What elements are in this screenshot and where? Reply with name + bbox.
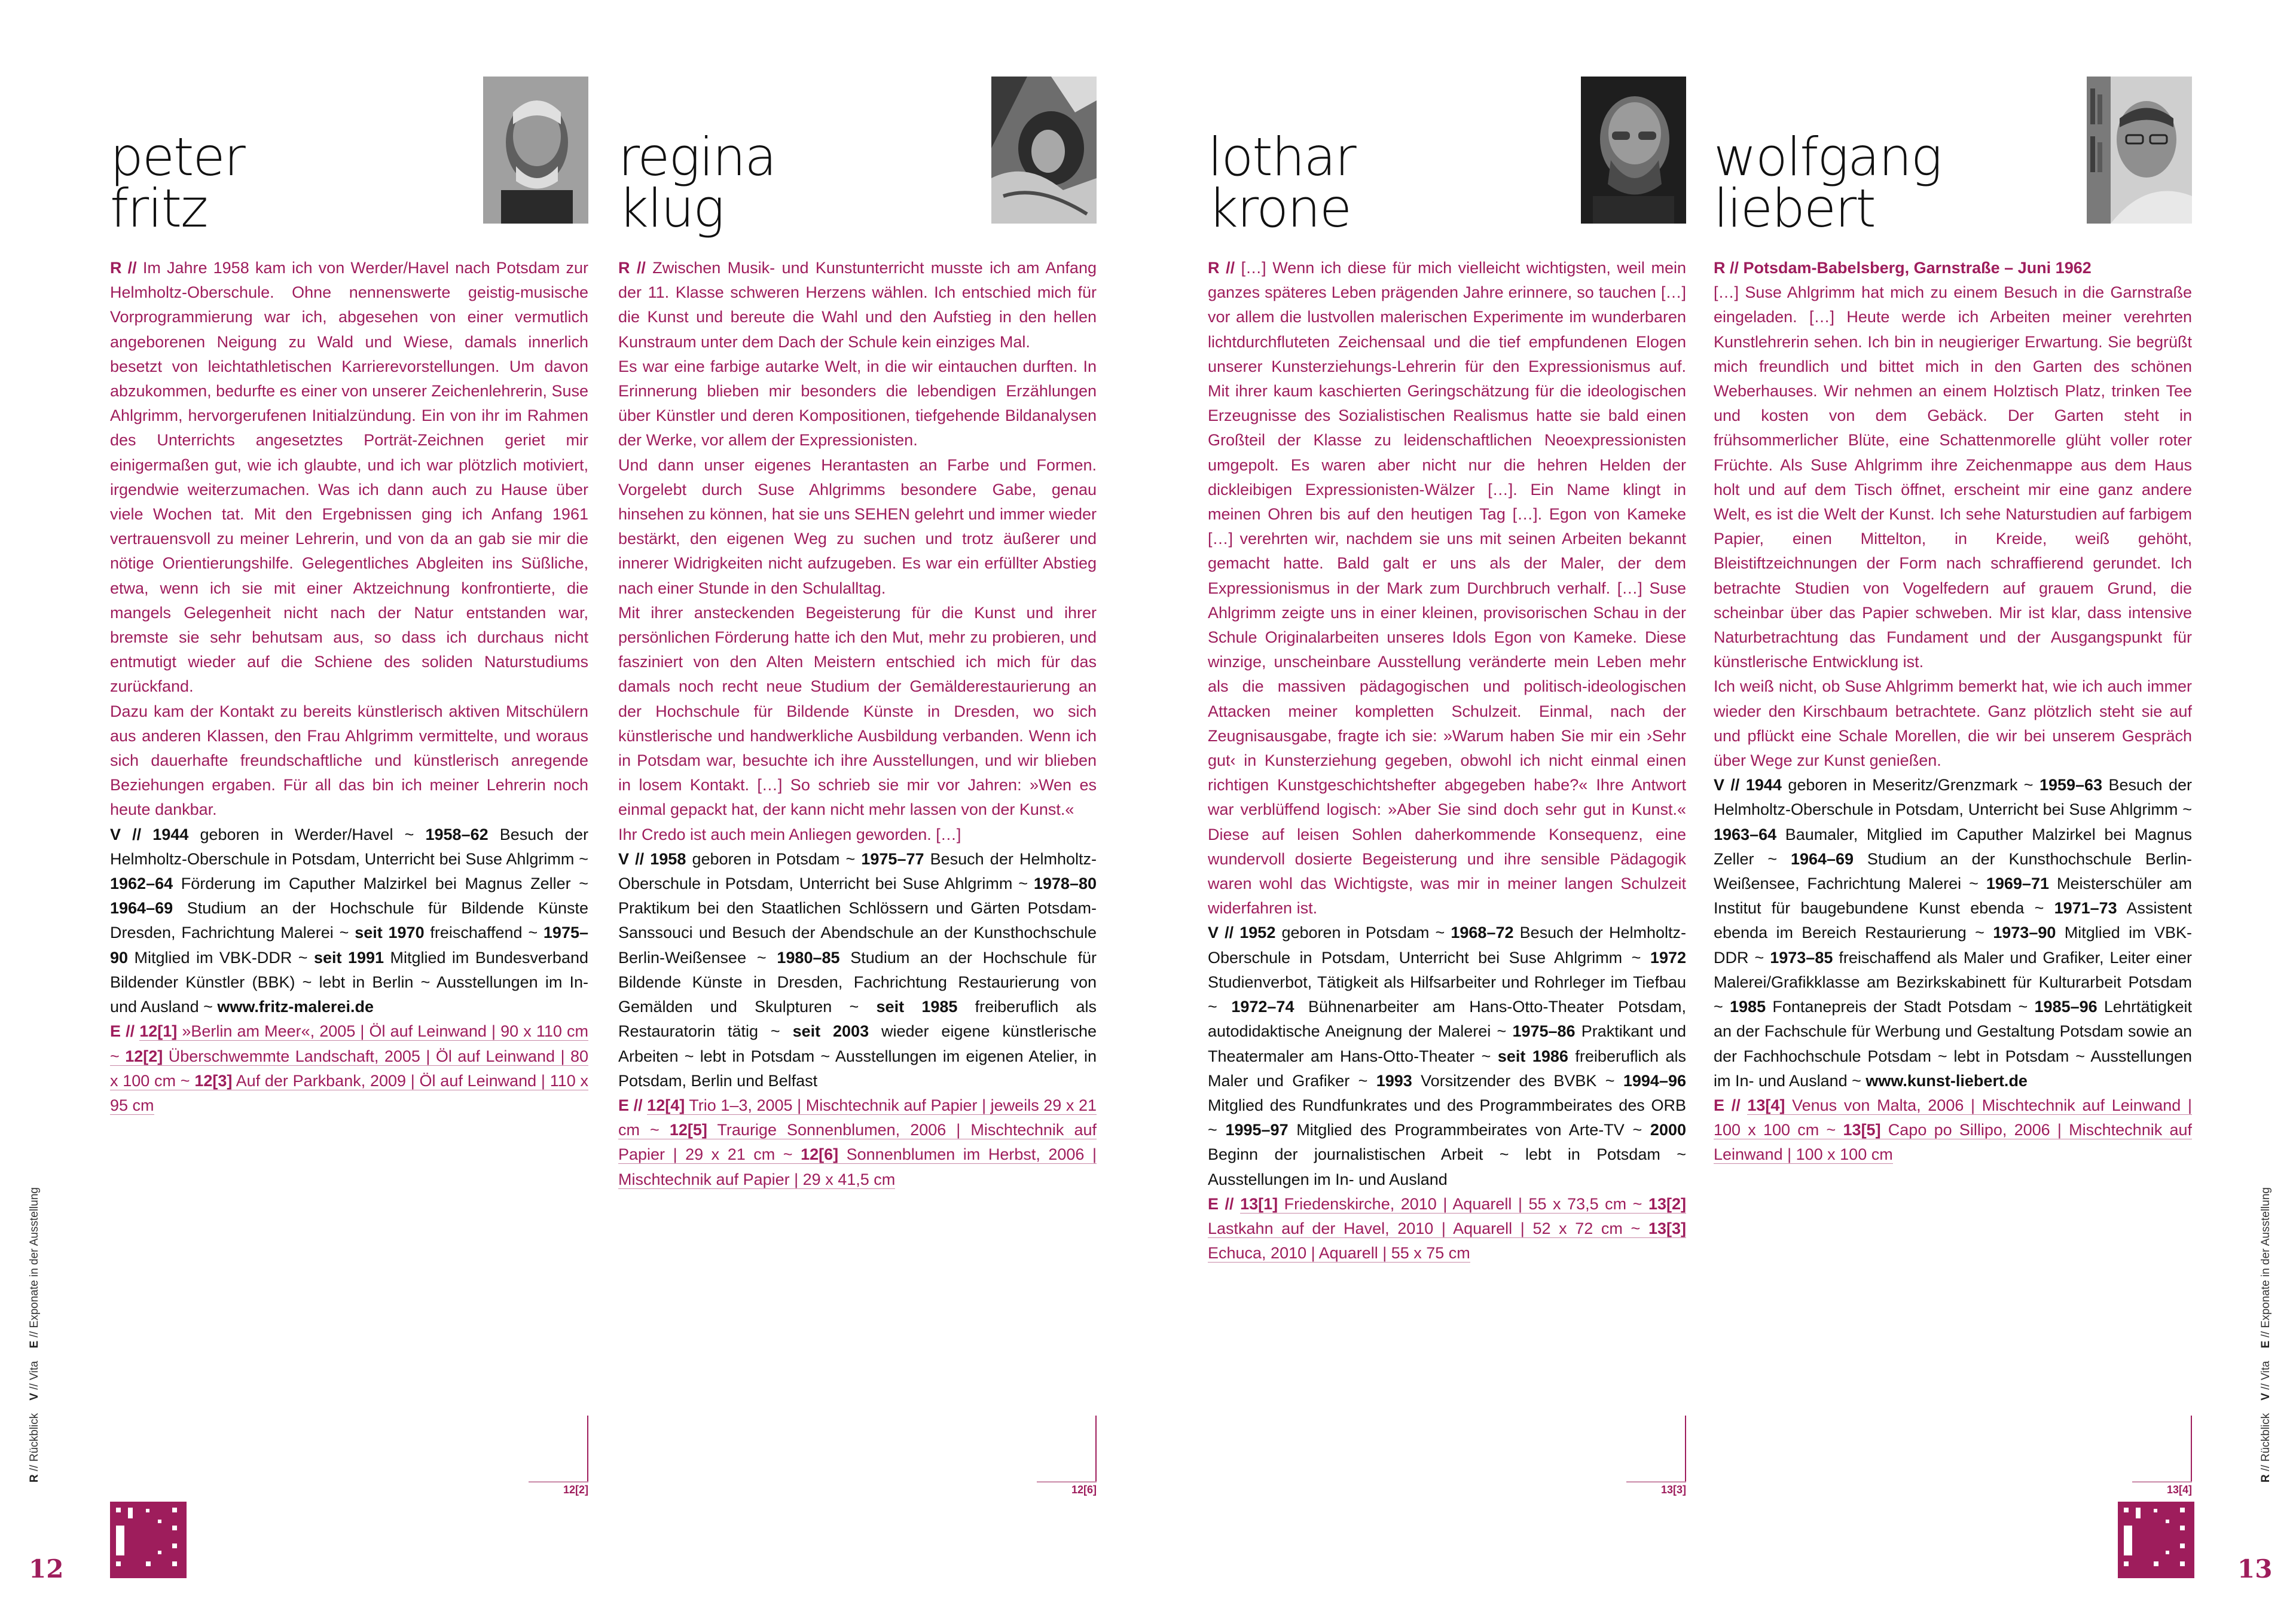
exhibits-text: E // 12[1] »Berlin am Meer«, 2005 | Öl auf Leinwand | 90 x 110 cm ~ 12[2] Überschwemmte Landschaft, 2005 | Öl auf Leinwand | 80 x 100 cm ~ 12[3] Auf der Parkbank, 2009 | Öl auf Leinwand | 110 x 95 cm (110, 1022, 588, 1114)
entry-text: Venus von Malta, 2006 | Mischtechnik auf Leinwand | 100 x 100 cm ~ (1714, 1096, 2192, 1139)
entry-text: freischaffend ~ (424, 924, 544, 942)
vita-text: V // 1952 geboren in Potsdam ~ 1968–72 Besuch der Helmholtz-Oberschule in Potsdam, Unterricht bei Suse Ahlgrimm ~ 1972 Studienverbot, Tätigkeit als Hilfsarbeiter und Rohrleger im Tiefbau ~ 1972–74 Bühnenarbeiter am Hans-Otto-Theater Potsdam, autodidaktische Aneignung der Malerei ~ 1975–86 Praktikant und Theatermaler am Hans-Otto-Theater ~ seit 1986 freiberuflich als Maler und Grafiker ~ 1993 Vorsitzender des BVBK ~ 1994–96 Mitglied des Rundfunkrates und des Programmbeirates des ORB ~ 1995–97 Mitglied des Programmbeirates von Arte-TV ~ 2000 Beginn der journalistischen Arbeit ~ lebt in Potsdam ~ Ausstellungen im In- und Ausland (1208, 924, 1686, 1188)
entry-text: Friedenskirche, 2010 | Aquarell | 55 x 73,5 cm ~ (1278, 1194, 1648, 1213)
entry-key: 1962–64 (110, 875, 173, 893)
entry-text: Assistent ebenda im Bereich Restaurierung ~ (1714, 899, 2192, 942)
entry-key: 1973–90 (1993, 924, 2056, 942)
vita-text: V // 1958 geboren in Potsdam ~ 1975–77 Besuch der Helmholtz-Oberschule in Potsdam, Unterricht bei Suse Ahlgrimm ~ 1978–80 Praktikum bei den Staatlichen Schlössern und Gärten Potsdam-Sanssouci und Besuch der Abendschule an der Kunsthochschule Berlin-Weißensee ~ 1980–85 Studium an der Hochschule für Bildende Künste in Dresden, Fachrichtung Restaurierung von Gemälden und Skulpturen ~ seit 1985 freiberuflich als Restauratorin tätig ~ seit 2003 wieder eigene künstlerische Arbeiten ~ lebt in Potsdam ~ Ausstellungen im eigenen Atelier, in Potsdam, Berlin und Belfast (618, 849, 1097, 1090)
recollection-text: Dazu kam der Kontakt zu bereits künstlerisch aktiven Mitschülern aus anderen Klassen, den Frau Ahlgrimm vermittelte, und woraus sich dauerhafte freundschaftliche und künstlerisch anregende Beziehungen ergaben. Für all das bin ich meiner Lehrerin noch heute dankbar. (110, 702, 588, 819)
entry-key: seit 1970 (355, 924, 425, 942)
artist-text: R // Zwischen Musik- und Kunstunterricht musste ich am Anfang der 11. Klasse schweren Herzens wählen. Ich entschied mich für die Kunst und bereute die Wahl und den Aufstieg in den hellen Kunstraum unter dem Dach der Schule kein einziges Mal. Es war eine farbige autarke Welt, in die wir eintauchen durften. In Erinnerung blieben mir besonders die lebendigen Erzählungen über Künstler und deren Kompositionen, tiefgehende Bildanalysen der Werke, vor allem der Expressionisten. Und dann unser eigenes Herantasten an Farbe und Formen. Vorgelebt durch Suse Ahlgrimms besondere Gabe, genau hinsehen zu können, hat sie uns SEHEN gelehrt und immer wieder bestärkt, den eigenen Weg zu suchen und trotz äußerer und innerer Widrigkeiten nicht aufzugeben. Es war ein erfüllter Abstieg nach einer Stunde in den Schulalltag. Mit ihrer ansteckenden Begeisterung für die Kunst und ihrer persönlichen Förderung hatte ich den Mut, mehr zu probieren, und fasziniert von den Alten Meistern entschied ich mich für das damals noch recht neue Studium der Gemälderestaurierung an der Hochschule für Bildende Künste in Dresden, wo sich künstlerische und handwerkliche Ausbildung verbanden. Wenn ich in Potsdam war, besuchte ich ihre Ausstellungen, und wir blieben in losem Kontakt. […] So schrieb sie mir vor Jahren: »Wen es einmal gepackt hat, der kann nicht mehr lassen von der Kunst.« Ihr Credo ist auch mein Anliegen geworden. […] V // 1958 geboren in Potsdam ~ 1975–77 Besuch der Helmholtz-Oberschule in Potsdam, Unterricht bei Suse Ahlgrimm ~ 1978–80 Praktikum bei den Staatlichen Schlössern und Gärten Potsdam-Sanssouci und Besuch der Abendschule an der Kunsthochschule Berlin-Weißensee ~ 1980–85 Studium an der Hochschule für Bildende Künste in Dresden, Fachrichtung Restaurierung von Gemälden und Skulpturen ~ seit 1985 freiberuflich als Restauratorin tätig ~ seit 2003 wieder eigene künstlerische Arbeiten ~ lebt in Potsdam ~ Ausstellungen im eigenen Atelier, in Potsdam, Berlin und Belfast E // 12[4] Trio 1–3, 2005 | Mischtechnik auf Papier | jeweils 29 x 21 cm ~ 12[5] Traurige Sonnenblumen, 2006 | Mischtechnik auf Papier | 29 x 21 cm ~ 12[6] Sonnenblumen im Herbst, 2006 | Mischtechnik auf Papier | 29 x 41,5 cm (618, 256, 1097, 1192)
image-reference: 13[4] (2132, 1416, 2192, 1490)
entry-key: 1994–96 (1623, 1071, 1686, 1090)
recollection-text: […] Suse Ahlgrimm hat mich zu einem Besuch in die Garnstraße eingeladen. […] Heute werde ich Arbeiten meiner verehrten Kunstlehrerin sehen. Ich bin in neugieriger Erwartung. Sie begrüßt mich freundlich und bittet mich in den Garten des schönen Weberhauses. Wir nehmen an einem Holztisch Platz, trinken Tee und kosten von dem Gebäck. Der Garten steht in frühsommerlicher Blüte, eine Schattenmorelle glüht voller roter Früchte. Als Suse Ahlgrimm ihre Zeichenmappe aus dem Haus holt und auf dem Tisch öffnet, erscheint mir eine ganz andere Welt, es ist die Welt der Kunst. Ich sehe Naturstudien auf farbigem Papier, einen Mittelton, in Kreide, weiß gehöht, Bleistiftzeichnungen der Form nach schraffierend gerundet. Ich betrachte Studien von Vogelfedern auf grauem Grund, die scheinbar über das Papier schweben. Mir ist klar, dass intensive Naturbetrachtung das Fundament und der Ausgangspunkt für künstlerische Entwicklung ist. (1714, 283, 2192, 671)
entry-key: 1975–86 (1512, 1022, 1576, 1041)
entry-key: 13[3] (1648, 1219, 1686, 1237)
page-number-left: 12 (29, 1554, 64, 1584)
section-legend-left: R // Rückblick V // Vita E // Exponate in der Ausstellung (28, 1187, 41, 1483)
artist-column-liebert (1714, 77, 2192, 1164)
entry-text: Auf der Parkbank, 2009 | Öl auf Leinwand | 110 x 95 cm (110, 1071, 588, 1114)
entry-text: geboren in Werder/Havel ~ (188, 825, 426, 843)
exhibits-text: E // 13[4] Venus von Malta, 2006 | Mischtechnik auf Leinwand | 100 x 100 cm ~ 13[5] Capo po Sillipo, 2006 | Mischtechnik auf Leinwand | 100 x 100 cm (1714, 1096, 2192, 1164)
entry-text: Lastkahn auf der Havel, 2010 | Aquarell | 52 x 72 cm ~ (1208, 1219, 1648, 1237)
entry-text: wieder eigene künstlerische Arbeiten ~ lebt in Potsdam ~ Ausstellungen im eigenen Atelier, in Potsdam, Berlin und Belfast (618, 1022, 1097, 1090)
entry-text: Besuch der Helmholtz-Oberschule in Potsdam, Unterricht bei Suse Ahlgrimm ~ (1208, 924, 1686, 967)
entry-text: Capo po Sillipo, 2006 | Mischtechnik auf Leinwand | 100 x 100 cm (1714, 1121, 2192, 1164)
entry-key: 1944 (1745, 776, 1782, 794)
entry-key: 1978–80 (1033, 875, 1097, 893)
exhibits-text: E // 12[4] Trio 1–3, 2005 | Mischtechnik auf Papier | jeweils 29 x 21 cm ~ 12[5] Traurige Sonnenblumen, 2006 | Mischtechnik auf Papier | 29 x 21 cm ~ 12[6] Sonnenblumen im Herbst, 2006 | Mischtechnik auf Papier | 29 x 41,5 cm (618, 1096, 1097, 1188)
artist-name: wolfgang liebert (1714, 126, 1941, 239)
entry-key: 13[5] (1843, 1121, 1881, 1139)
entry-text: Baumaler, Mitglied im Caputher Malzirkel bei Magnus Zeller ~ (1714, 825, 2192, 868)
image-reference: 12[6] (1037, 1416, 1097, 1490)
exhibition-logo (110, 1502, 187, 1578)
entry-text: Überschwemmte Landschaft, 2005 | Öl auf Leinwand | 80 x 100 cm ~ (110, 1047, 588, 1090)
artist-portrait (2087, 77, 2192, 224)
entry-text: Trio 1–3, 2005 | Mischtechnik auf Papier | jeweils 29 x 21 cm ~ (618, 1096, 1097, 1139)
entry-text: Mitglied im VBK-DDR ~ (1714, 924, 2192, 967)
entry-text: Förderung im Caputher Malzirkel bei Magnus Zeller ~ (173, 875, 588, 893)
entry-key: 1963–64 (1714, 825, 1777, 843)
entry-key: 2000 (1650, 1121, 1686, 1139)
entry-text: Mitglied des Programmbeirates von Arte-TV ~ (1288, 1121, 1650, 1139)
entry-text: Studium an der Hochschule für Bildende Künste Dresden, Fachrichtung Malerei ~ (110, 899, 588, 942)
entry-key: 1969–71 (1986, 875, 2049, 893)
artist-column-krone (1208, 77, 1686, 1263)
entry-key: 1972 (1650, 948, 1686, 967)
entry-text: Echuca, 2010 | Aquarell | 55 x 75 cm (1208, 1244, 1470, 1263)
entry-key: 1972–74 (1231, 998, 1294, 1016)
artist-portrait (1581, 77, 1686, 224)
image-reference: 12[2] (529, 1416, 588, 1490)
recollection-heading: Potsdam-Babelsberg, Garnstraße – Juni 1962 (1743, 259, 2092, 277)
recollection-text: Und dann unser eigenes Herantasten an Farbe und Formen. Vorgelebt durch Suse Ahlgrimms besondere Gabe, genau hinsehen zu können, hat sie uns SEHEN gelehrt und immer wieder bestärkt, den eigenen Weg zu suchen und trotz äußerer und innerer Widrigkeiten nicht aufzugeben. Es war ein erfüllter Abstieg nach einer Stunde in den Schulalltag. (618, 456, 1097, 597)
entry-key: 1973–85 (1770, 948, 1833, 967)
entry-text: Fontanepreis der Stadt Potsdam ~ (1766, 998, 2035, 1016)
entry-text: Studium an der Kunsthochschule Berlin-Weißensee, Fachrichtung Malerei ~ (1714, 849, 2192, 893)
entry-text: Besuch der Helmholtz-Oberschule in Potsdam, Unterricht bei Suse Ahlgrimm ~ (618, 849, 1097, 893)
recollection-text: Es war eine farbige autarke Welt, in die wir eintauchen durften. In Erinnerung blieben mir besonders die lebendigen Erzählungen über Künstler und deren Kompositionen, tiefgehende Bildanalysen der Werke, vor allem der Expressionisten. (618, 357, 1097, 450)
artist-portrait (483, 77, 588, 224)
entry-text: Studium an der Hochschule für Bildende Künste in Dresden, Fachrichtung Restaurierung von Gemälden und Skulpturen ~ (618, 948, 1097, 1016)
image-reference: 13[3] (1626, 1416, 1686, 1490)
entry-key: 1985 (1730, 998, 1766, 1016)
entry-key: 1944 (152, 825, 189, 843)
recollection-text: Zwischen Musik- und Kunstunterricht musste ich am Anfang der 11. Klasse schweren Herzens wählen. Ich entschied mich für die Kunst und bereute die Wahl und den Aufstieg in den hellen Kunstraum unter dem Dach der Schule kein einziges Mal. (618, 259, 1097, 351)
entry-text: freiberuflich als Maler und Grafiker ~ (1208, 1047, 1686, 1090)
entry-text: Mitglied im VBK-DDR ~ (128, 948, 314, 967)
entry-key: 1964–69 (1790, 849, 1854, 868)
entry-text: geboren in Potsdam ~ (1275, 924, 1451, 942)
vita-text: V // 1944 geboren in Meseritz/Grenzmark ~ 1959–63 Besuch der Helmholtz-Oberschule in Potsdam, Unterricht bei Suse Ahlgrimm ~ 1963–64 Baumaler, Mitglied im Caputher Malzirkel bei Magnus Zeller ~ 1964–69 Studium an der Kunsthochschule Berlin-Weißensee, Fachrichtung Malerei ~ 1969–71 Meisterschüler am Institut für baugebundene Kunst ebenda ~ 1971–73 Assistent ebenda im Bereich Restaurierung ~ 1973–90 Mitglied im VBK-DDR ~ 1973–85 freischaffend als Maler und Grafiker, Leiter einer Malerei/Grafikklasse am Bezirkskabinett für Kulturarbeit Potsdam ~ 1985 Fontanepreis der Stadt Potsdam ~ 1985–96 Lehrtätigkeit an der Fachschule für Werbung und Gestaltung Potsdam sowie an der Fachhochschule Potsdam ~ lebt in Potsdam ~ Ausstellungen im In- und Ausland ~ www.kunst-liebert.de (1714, 776, 2192, 1090)
recollection-text: Mit ihrer ansteckenden Begeisterung für die Kunst und ihrer persönlichen Förderung hatte ich den Mut, mehr zu probieren, und fasziniert von den Alten Meistern entschied ich mich für das damals noch recht neue Studium der Gemälderestaurierung an der Hochschule für Bildende Künste in Dresden, wo sich künstlerische und handwerkliche Ausbildung verbanden. Wenn ich in Potsdam war, besuchte ich ihre Ausstellungen, und wir blieben in losem Kontakt. […] So schrieb sie mir vor Jahren: »Wen es einmal gepackt hat, der kann nicht mehr lassen von der Kunst.« (618, 603, 1097, 819)
entry-key: 1985–96 (2034, 998, 2097, 1016)
entry-key: 1959–63 (2039, 776, 2103, 794)
entry-key: 13[2] (1648, 1194, 1686, 1213)
artist-column-klug (618, 77, 1097, 1188)
entry-text: Mitglied im Bundesverband Bildender Künstler (BBK) ~ lebt in Berlin ~ Ausstellungen im In- und Ausland ~ (110, 948, 588, 1016)
entry-key: www.fritz-malerei.de (217, 998, 374, 1016)
entry-key: 1980–85 (777, 948, 840, 967)
entry-key: 1975–77 (861, 849, 924, 868)
entry-key: 1993 (1376, 1071, 1412, 1090)
entry-key: seit 1985 (876, 998, 958, 1016)
exhibits-text: E // 13[1] Friedenskirche, 2010 | Aquarell | 55 x 73,5 cm ~ 13[2] Lastkahn auf der Havel, 2010 | Aquarell | 52 x 72 cm ~ 13[3] Echuca, 2010 | Aquarell | 55 x 75 cm (1208, 1194, 1686, 1263)
artist-name: peter fritz (110, 126, 245, 239)
entry-text: »Berlin am Meer«, 2005 | Öl auf Leinwand | 90 x 110 cm ~ (110, 1022, 588, 1065)
recollection-text: Im Jahre 1958 kam ich von Werder/Havel nach Potsdam zur Helmholtz-Oberschule. Ohne nennenswerte geistig-musische Vorprogrammierung war ich, abgesehen von einer vermutlich angeborenen Neigung zu Wald und Wiese, damals innerlich besetzt von leichtathletischen Karrierevorstellungen. Um davon abzukommen, bedurfte es einer von unserer Zeichenlehrerin, Suse Ahlgrimm, hervorgerufenen Initialzündung. Ein von ihr im Rahmen des Unterrichts angesetztes Porträt-Zeichnen geriet mir einigermaßen gut, wie ich glaubte, und ich war plötzlich motiviert, irgendwie weiterzumachen. Was ich dann auch zu Hause über viele Wochen tat. Mit den Ergebnissen ging ich Anfang 1961 vertrauensvoll zu meiner Lehrerin, und von da an gab sie mir die nötige Orientierungshilfe. Gelegentliches Abgleiten ins Süßliche, etwa, wenn ich sie mit einer Aktzeichnung konfrontierte, die mangels Gelegenheit nicht nach der Natur entstanden war, bremste sie sehr behutsam aus, so dass ich durchaus nicht entmutigt wieder auf die Schiene des soliden Naturstudiums zurückfand. (110, 259, 588, 696)
entry-key: 1952 (1239, 924, 1276, 942)
entry-text: Beginn der journalistischen Arbeit ~ lebt in Potsdam ~ Ausstellungen im In- und Ausland (1208, 1145, 1686, 1188)
entry-key: 1958–62 (425, 825, 488, 843)
artist-name: regina klug (618, 126, 776, 239)
entry-key: 1971–73 (2054, 899, 2117, 918)
entry-key: 1975–90 (110, 924, 588, 967)
entry-key: seit 1986 (1497, 1047, 1568, 1065)
entry-text: Meisterschüler am Institut für baugebundene Kunst ebenda ~ (1714, 875, 2192, 918)
artist-text: R // Im Jahre 1958 kam ich von Werder/Havel nach Potsdam zur Helmholtz-Oberschule. Ohne nennenswerte geistig-musische Vorprogrammierung war ich, abgesehen von einer vermutlich angeborenen Neigung zu Wald und Wiese, damals innerlich besetzt von leichtathletischen Karrierevorstellungen. Um davon abzukommen, bedurfte es einer von unserer Zeichenlehrerin, Suse Ahlgrimm, hervorgerufenen Initialzündung. Ein von ihr im Rahmen des Unterrichts angesetztes Porträt-Zeichnen geriet mir einigermaßen gut, wie ich glaubte, und ich war plötzlich motiviert, irgendwie weiterzumachen. Was ich dann auch zu Hause über viele Wochen tat. Mit den Ergebnissen ging ich Anfang 1961 vertrauensvoll zu meiner Lehrerin, und von da an gab sie mir die nötige Orientierungshilfe. Gelegentliches Abgleiten ins Süßliche, etwa, wenn ich sie mit einer Aktzeichnung konfrontierte, die mangels Gelegenheit nicht nach der Natur entstanden war, bremste sie sehr behutsam aus, so dass ich durchaus nicht entmutigt wieder auf die Schiene des soliden Naturstudiums zurückfand. Dazu kam der Kontakt zu bereits künstlerisch aktiven Mitschülern aus anderen Klassen, den Frau Ahlgrimm vermittelte, und woraus sich dauerhafte freundschaftliche und künstlerisch anregende Beziehungen ergaben. Für all das bin ich meiner Lehrerin noch heute dankbar. V // 1944 geboren in Werder/Havel ~ 1958–62 Besuch der Helmholtz-Oberschule in Potsdam, Unterricht bei Suse Ahlgrimm ~ 1962–64 Förderung im Caputher Malzirkel bei Magnus Zeller ~ 1964–69 Studium an der Hochschule für Bildende Künste Dresden, Fachrichtung Malerei ~ seit 1970 freischaffend ~ 1975–90 Mitglied im VBK-DDR ~ seit 1991 Mitglied im Bundesverband Bildender Künstler (BBK) ~ lebt in Berlin ~ Ausstellungen im In- und Ausland ~ www.fritz-malerei.de E // 12[1] »Berlin am Meer«, 2005 | Öl auf Leinwand | 90 x 110 cm ~ 12[2] Überschwemmte Landschaft, 2005 | Öl auf Leinwand | 80 x 100 cm ~ 12[3] Auf der Parkbank, 2009 | Öl auf Leinwand | 110 x 95 cm (110, 256, 588, 1118)
entry-key: 1958 (650, 849, 686, 868)
entry-text: Mitglied des Rundfunkrates und des Programmbeirates des ORB ~ (1208, 1096, 1686, 1139)
artist-name: lothar krone (1208, 126, 1355, 239)
entry-key: 12[2] (125, 1047, 163, 1065)
entry-text: Besuch der Helmholtz-Oberschule in Potsdam, Unterricht bei Suse Ahlgrimm ~ (1714, 776, 2192, 819)
entry-key: seit 1991 (314, 948, 384, 967)
entry-key: 13[1] (1240, 1194, 1278, 1213)
entry-text: Studienverbot, Tätigkeit als Hilfsarbeiter und Rohrleger im Tiefbau ~ (1208, 973, 1686, 1016)
entry-text: Sonnenblumen im Herbst, 2006 | Mischtechnik auf Papier | 29 x 41,5 cm (618, 1145, 1097, 1188)
entry-key: www.kunst-liebert.de (1866, 1071, 2028, 1090)
entry-text: freiberuflich als Restauratorin tätig ~ (618, 998, 1097, 1041)
entry-text: Praktikant und Theatermaler am Hans-Otto-Theater ~ (1208, 1022, 1686, 1065)
artist-text: R // […] Wenn ich diese für mich vielleicht wichtigsten, weil mein ganzes späteres Leben prägenden Jahre erinnere, so tauchen […] vor allem die lustvollen malerischen Experimente im wunderbaren lichtdurchfluteten Zeichensaal und die tief empfundenen Elogen unserer Kunsterziehungs-Lehrerin für den Expressionismus auf. Mit ihrer kaum kaschierten Geringschätzung für die ideologischen Erzeugnisse des Sozialistischen Realismus hatte sie bald einen Großteil der Klasse zu leidenschaftlichen Neoexpressionisten umgepolt. Es waren aber nicht nur die hehren Helden der dickleibigen Expressionisten-Wälzer […]. Ein Name klingt in meinen Ohren bis auf den heutigen Tag […]. Egon von Kameke […] verehrten wir, nachdem sie uns mit seinen Arbeiten bekannt gemacht hatte. Bald galt er uns als der Maler, der dem Expressionismus in der Mark zum Durchbruch verhalf. […] Suse Ahlgrimm zeigte uns in einer kleinen, provisorischen Schau in der Schule Originalarbeiten unseres Idols Egon von Kameke. Diese winzige, unscheinbare Ausstellung veränderte mein Leben mehr als die massiven pädagogischen und politisch-ideologischen Attacken meiner kompletten Schulzeit. Einmal, nach der Zeugnisausgabe, fragte ich sie: »Warum haben Sie mir ein ›Sehr gut‹ in Kunsterziehung gegeben, obwohl ich nicht einmal einen richtigen Kunstgeschichtshefter abgegeben habe?« Ihre Antwort war verblüffend logisch: »Aber Sie sind doch sehr gut in Kunst.« Diese auf leisen Sohlen daherkommende Konsequenz, eine wundervoll dosierte Begeisterung und ihre sensible Pädagogik waren wohl das Wichtigste, was mir in meiner langen Schulzeit widerfahren ist. V // 1952 geboren in Potsdam ~ 1968–72 Besuch der Helmholtz-Oberschule in Potsdam, Unterricht bei Suse Ahlgrimm ~ 1972 Studienverbot, Tätigkeit als Hilfsarbeiter und Rohrleger im Tiefbau ~ 1972–74 Bühnenarbeiter am Hans-Otto-Theater Potsdam, autodidaktische Aneignung der Malerei ~ 1975–86 Praktikant und Theatermaler am Hans-Otto-Theater ~ seit 1986 freiberuflich als Maler und Grafiker ~ 1993 Vorsitzender des BVBK ~ 1994–96 Mitglied des Rundfunkrates und des Programmbeirates des ORB ~ 1995–97 Mitglied des Programmbeirates von Arte-TV ~ 2000 Beginn der journalistischen Arbeit ~ lebt in Potsdam ~ Ausstellungen im In- und Ausland E // 13[1] Friedenskirche, 2010 | Aquarell | 55 x 73,5 cm ~ 13[2] Lastkahn auf der Havel, 2010 | Aquarell | 52 x 72 cm ~ 13[3] Echuca, 2010 | Aquarell | 55 x 75 cm (1208, 256, 1686, 1266)
entry-key: 1964–69 (110, 899, 173, 918)
entry-text: Traurige Sonnenblumen, 2006 | Mischtechnik auf Papier | 29 x 21 cm ~ (618, 1121, 1097, 1164)
entry-text: Vorsitzender des BVBK ~ (1412, 1071, 1623, 1090)
entry-text: freischaffend als Maler und Grafiker, Leiter einer Malerei/Grafikklasse am Bezirkskabinett für Kulturarbeit Potsdam ~ (1714, 948, 2192, 1016)
entry-key: 12[1] (139, 1022, 178, 1041)
entry-key: 12[3] (194, 1071, 233, 1090)
exhibition-logo (2118, 1502, 2194, 1578)
entry-text: Bühnenarbeiter am Hans-Otto-Theater Potsdam, autodidaktische Aneignung der Malerei ~ (1208, 998, 1686, 1041)
section-legend-right: R // Rückblick V // Vita E // Exponate in der Ausstellung (2260, 1187, 2272, 1483)
entry-text: Besuch der Helmholtz-Oberschule in Potsdam, Unterricht bei Suse Ahlgrimm ~ (110, 825, 588, 868)
recollection-text: Ich weiß nicht, ob Suse Ahlgrimm bemerkt hat, wie ich auch immer wieder den Kirschbaum betrachtete. Ganz plötzlich steht sie auf und pflückt eine Schale Morellen, die wir bei unserem Gespräch über Wege zur Kunst genießen. (1714, 677, 2192, 770)
artist-text: R // Potsdam-Babelsberg, Garnstraße – Juni 1962 […] Suse Ahlgrimm hat mich zu einem Besuch in die Garnstraße eingeladen. […] Heute werde ich Arbeiten meiner verehrten Kunstlehrerin sehen. Ich bin in neugieriger Erwartung. Sie begrüßt mich freundlich und bittet mich in den Garten des schönen Weberhauses. Wir nehmen an einem Holztisch Platz, trinken Tee und kosten von dem Gebäck. Der Garten steht in frühsommerlicher Blüte, eine Schattenmorelle glüht voller roter Früchte. Als Suse Ahlgrimm ihre Zeichenmappe aus dem Haus holt und auf dem Tisch öffnet, erscheint mir eine ganz andere Welt, es ist die Welt der Kunst. Ich sehe Naturstudien auf farbigem Papier, einen Mittelton, in Kreide, weiß gehöht, Bleistiftzeichnungen der Form nach schraffierend gerundet. Ich betrachte Studien von Vogelfedern auf grauem Grund, die scheinbar über das Papier schweben. Mir ist klar, dass intensive Naturbetrachtung das Fundament und der Ausgangspunkt für künstlerische Entwicklung ist. Ich weiß nicht, ob Suse Ahlgrimm bemerkt hat, wie ich auch immer wieder den Kirschbaum betrachtete. Ganz plötzlich steht sie auf und pflückt eine Schale Morellen, die wir bei unserem Gespräch über Wege zur Kunst genießen. V // 1944 geboren in Meseritz/Grenzmark ~ 1959–63 Besuch der Helmholtz-Oberschule in Potsdam, Unterricht bei Suse Ahlgrimm ~ 1963–64 Baumaler, Mitglied im Caputher Malzirkel bei Magnus Zeller ~ 1964–69 Studium an der Kunsthochschule Berlin-Weißensee, Fachrichtung Malerei ~ 1969–71 Meisterschüler am Institut für baugebundene Kunst ebenda ~ 1971–73 Assistent ebenda im Bereich Restaurierung ~ 1973–90 Mitglied im VBK-DDR ~ 1973–85 freischaffend als Maler und Grafiker, Leiter einer Malerei/Grafikklasse am Bezirkskabinett für Kulturarbeit Potsdam ~ 1985 Fontanepreis der Stadt Potsdam ~ 1985–96 Lehrtätigkeit an der Fachschule für Werbung und Gestaltung Potsdam sowie an der Fachhochschule Potsdam ~ lebt in Potsdam ~ Ausstellungen im In- und Ausland ~ www.kunst-liebert.de E // 13[4] Venus von Malta, 2006 | Mischtechnik auf Leinwand | 100 x 100 cm ~ 13[5] Capo po Sillipo, 2006 | Mischtechnik auf Leinwand | 100 x 100 cm (1714, 256, 2192, 1167)
recollection-text: Ihr Credo ist auch mein Anliegen geworden. […] (618, 825, 961, 843)
entry-text: geboren in Meseritz/Grenzmark ~ (1781, 776, 2039, 794)
artist-column-fritz (110, 77, 588, 1114)
entry-key: 1995–97 (1225, 1121, 1289, 1139)
entry-key: 12[4] (647, 1096, 685, 1114)
entry-text: Praktikum bei den Staatlichen Schlössern und Gärten Potsdam-Sanssouci und Besuch der Abendschule an der Kunsthochschule Berlin-Weißensee ~ (618, 899, 1097, 967)
artist-portrait (991, 77, 1097, 224)
page-number-right: 13 (2237, 1554, 2273, 1584)
entry-key: 12[6] (801, 1145, 839, 1164)
entry-key: seit 2003 (792, 1022, 869, 1041)
entry-key: 13[4] (1747, 1096, 1785, 1114)
entry-text: Lehrtätigkeit an der Fachschule für Werbung und Gestaltung Potsdam sowie an der Fachhochschule Potsdam ~ lebt in Potsdam ~ Ausstellungen im In- und Ausland ~ (1714, 998, 2192, 1090)
entry-text: geboren in Potsdam ~ (686, 849, 862, 868)
recollection-text: […] Wenn ich diese für mich vielleicht wichtigsten, weil mein ganzes späteres Leben prägenden Jahre erinnere, so tauchen […] vor allem die lustvollen malerischen Experimente im wunderbaren lichtdurchfluteten Zeichensaal und die tief empfundenen Elogen unserer Kunsterziehungs-Lehrerin für den Expressionismus auf. Mit ihrer kaum kaschierten Geringschätzung für die ideologischen Erzeugnisse des Sozialistischen Realismus hatte sie bald einen Großteil der Klasse zu leidenschaftlichen Neoexpressionisten umgepolt. Es waren aber nicht nur die hehren Helden der dickleibigen Expressionisten-Wälzer […]. Ein Name klingt in meinen Ohren bis auf den heutigen Tag […]. Egon von Kameke […] verehrten wir, nachdem sie uns mit seinen Arbeiten bekannt gemacht hatte. Bald galt er uns als der Maler, der dem Expressionismus in der Mark zum Durchbruch verhalf. […] Suse Ahlgrimm zeigte uns in einer kleinen, provisorischen Schau in der Schule Originalarbeiten unseres Idols Egon von Kameke. Diese winzige, unscheinbare Ausstellung veränderte mein Leben mehr als die massiven pädagogischen und politisch-ideologischen Attacken meiner kompletten Schulzeit. Einmal, nach der Zeugnisausgabe, fragte ich sie: »Warum haben Sie mir ein ›Sehr gut‹ in Kunsterziehung gegeben, obwohl ich nicht einmal einen richtigen Kunstgeschichtshefter abgegeben habe?« Ihre Antwort war verblüffend logisch: »Aber Sie sind doch sehr gut in Kunst.« Diese auf leisen Sohlen daherkommende Konsequenz, eine wundervoll dosierte Begeisterung und ihre sensible Pädagogik waren wohl das Wichtigste, was mir in meiner langen Schulzeit widerfahren ist. (1208, 259, 1686, 918)
entry-key: 1968–72 (1451, 924, 1514, 942)
vita-text: V // 1944 geboren in Werder/Havel ~ 1958–62 Besuch der Helmholtz-Oberschule in Potsdam, Unterricht bei Suse Ahlgrimm ~ 1962–64 Förderung im Caputher Malzirkel bei Magnus Zeller ~ 1964–69 Studium an der Hochschule für Bildende Künste Dresden, Fachrichtung Malerei ~ seit 1970 freischaffend ~ 1975–90 Mitglied im VBK-DDR ~ seit 1991 Mitglied im Bundesverband Bildender Künstler (BBK) ~ lebt in Berlin ~ Ausstellungen im In- und Ausland ~ www.fritz-malerei.de (110, 825, 588, 1016)
entry-key: 12[5] (669, 1121, 707, 1139)
